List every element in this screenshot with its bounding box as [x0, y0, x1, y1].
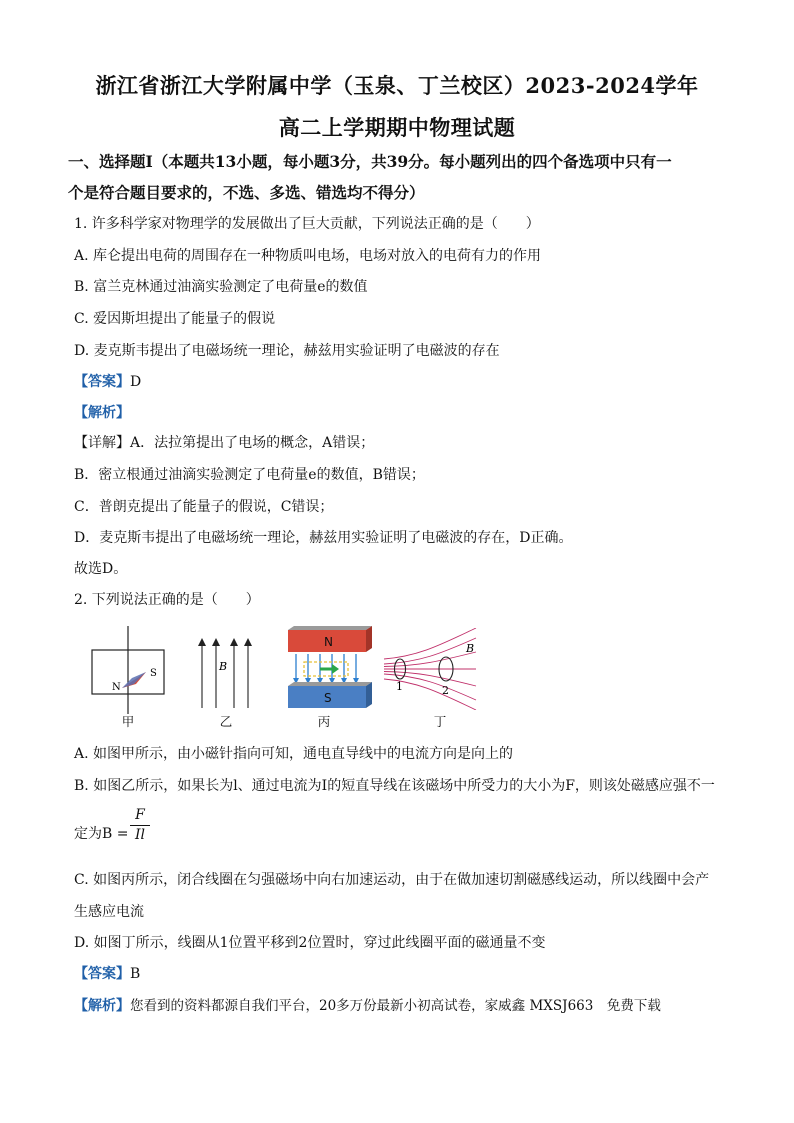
- figure-jia-label: 甲: [121, 714, 135, 729]
- analysis-tag: 【解析】: [74, 405, 130, 421]
- q2-option-c-line2: 生感应电流: [74, 904, 144, 920]
- q1-analysis: [74, 402, 130, 422]
- detail-text: A．法拉第提出了电场的概念，A错误；: [130, 435, 375, 451]
- formula-denominator: Il: [134, 827, 145, 843]
- answer-tag: 【答案】: [74, 966, 130, 982]
- formula-fraction: [130, 807, 150, 844]
- footer-ad-text: 您看到的资料都源自我们平台，20多万份最新小初高试卷，家威鑫 MXSJ663 免费下载: [130, 998, 661, 1014]
- q1-detail-b: B．密立根通过油滴实验测定了电荷量e的数值，B错误；: [74, 467, 425, 483]
- field-b-label: B: [219, 660, 228, 673]
- q1-detail-d: D．麦克斯韦提出了电磁场统一理论，赫兹用实验证明了电磁波的存在，D正确。: [74, 530, 573, 546]
- q1-option-a: A. 库仑提出电荷的周围存在一种物质叫电场，电场对放入的电荷有力的作用: [74, 248, 542, 264]
- q1-option-c: C. 爱因斯坦提出了能量子的假说: [74, 311, 276, 327]
- magnet-s-label: S: [324, 691, 332, 705]
- figure-yi-label: 乙: [219, 714, 233, 729]
- page-title-line1: 浙江省浙江大学附属中学（玉泉、丁兰校区）2023-2024学年: [95, 73, 699, 98]
- figure-bing-label: 丙: [317, 714, 331, 729]
- answer-tag: 【答案】: [74, 374, 130, 390]
- formula-numerator: F: [135, 807, 145, 823]
- q2-option-b-line1: B. 如图乙所示，如果长为l、通过电流为I的短直导线在该磁场中所受力的大小为F，则该处磁感应强不一: [74, 778, 715, 794]
- position-2-label: 2: [442, 684, 449, 697]
- answer-value: D: [130, 374, 142, 390]
- figure-yi-field-lines: [194, 638, 256, 710]
- q1-answer: [74, 371, 141, 391]
- figure-bing-magnet-coil: [284, 624, 374, 712]
- figure-ding-coil-field: [380, 628, 480, 710]
- needle-s-label: S: [150, 668, 157, 679]
- figure-jia-wire-compass: [88, 624, 168, 716]
- section-heading-line2: 个是符合题目要求的，不选、多选、错选均不得分）: [68, 183, 425, 202]
- q1-detail-c: C．普朗克提出了能量子的假说，C错误；: [74, 499, 334, 515]
- q1-detail-a: [74, 432, 374, 452]
- ding-b-label: B: [466, 642, 475, 655]
- page-title-line2: 高二上学期期中物理试题: [278, 115, 516, 140]
- q1-stem: 1. 许多科学家对物理学的发展做出了巨大贡献，下列说法正确的是（ ）: [74, 216, 540, 232]
- q1-option-d: D. 麦克斯韦提出了电磁场统一理论，赫兹用实验证明了电磁波的存在: [74, 343, 500, 359]
- q2-option-c-line1: C. 如图丙所示，闭合线圈在匀强磁场中向右加速运动，由于在做加速切割磁感线运动，所以线圈中会产: [74, 872, 710, 888]
- figure-ding-label: 丁: [433, 714, 447, 729]
- q2-option-a: A. 如图甲所示，由小磁针指向可知，通电直导线中的电流方向是向上的: [74, 746, 514, 762]
- q2-analysis: [74, 994, 661, 1015]
- q1-conclusion: 故选D。: [74, 561, 128, 577]
- magnet-n-label: N: [324, 635, 333, 649]
- needle-n-label: N: [112, 682, 121, 693]
- q2-option-d: D. 如图丁所示，线圈从1位置平移到2位置时，穿过此线圈平面的磁通量不变: [74, 935, 546, 951]
- q1-option-b: B. 富兰克林通过油滴实验测定了电荷量e的数值: [74, 279, 368, 295]
- q2-option-b-line2: 定为B =: [74, 826, 129, 842]
- q2-answer: [74, 963, 140, 983]
- q2-stem: 2. 下列说法正确的是（ ）: [74, 592, 260, 608]
- formula-bar: [130, 825, 150, 826]
- section-heading-line1: 一、选择题Ⅰ（本题共13小题，每小题3分，共39分。每小题列出的四个备选项中只有一: [68, 152, 672, 171]
- position-1-label: 1: [396, 680, 403, 693]
- analysis-tag: 【解析】: [74, 998, 130, 1014]
- detail-tag: 【详解】: [74, 435, 130, 451]
- answer-value: B: [130, 966, 141, 982]
